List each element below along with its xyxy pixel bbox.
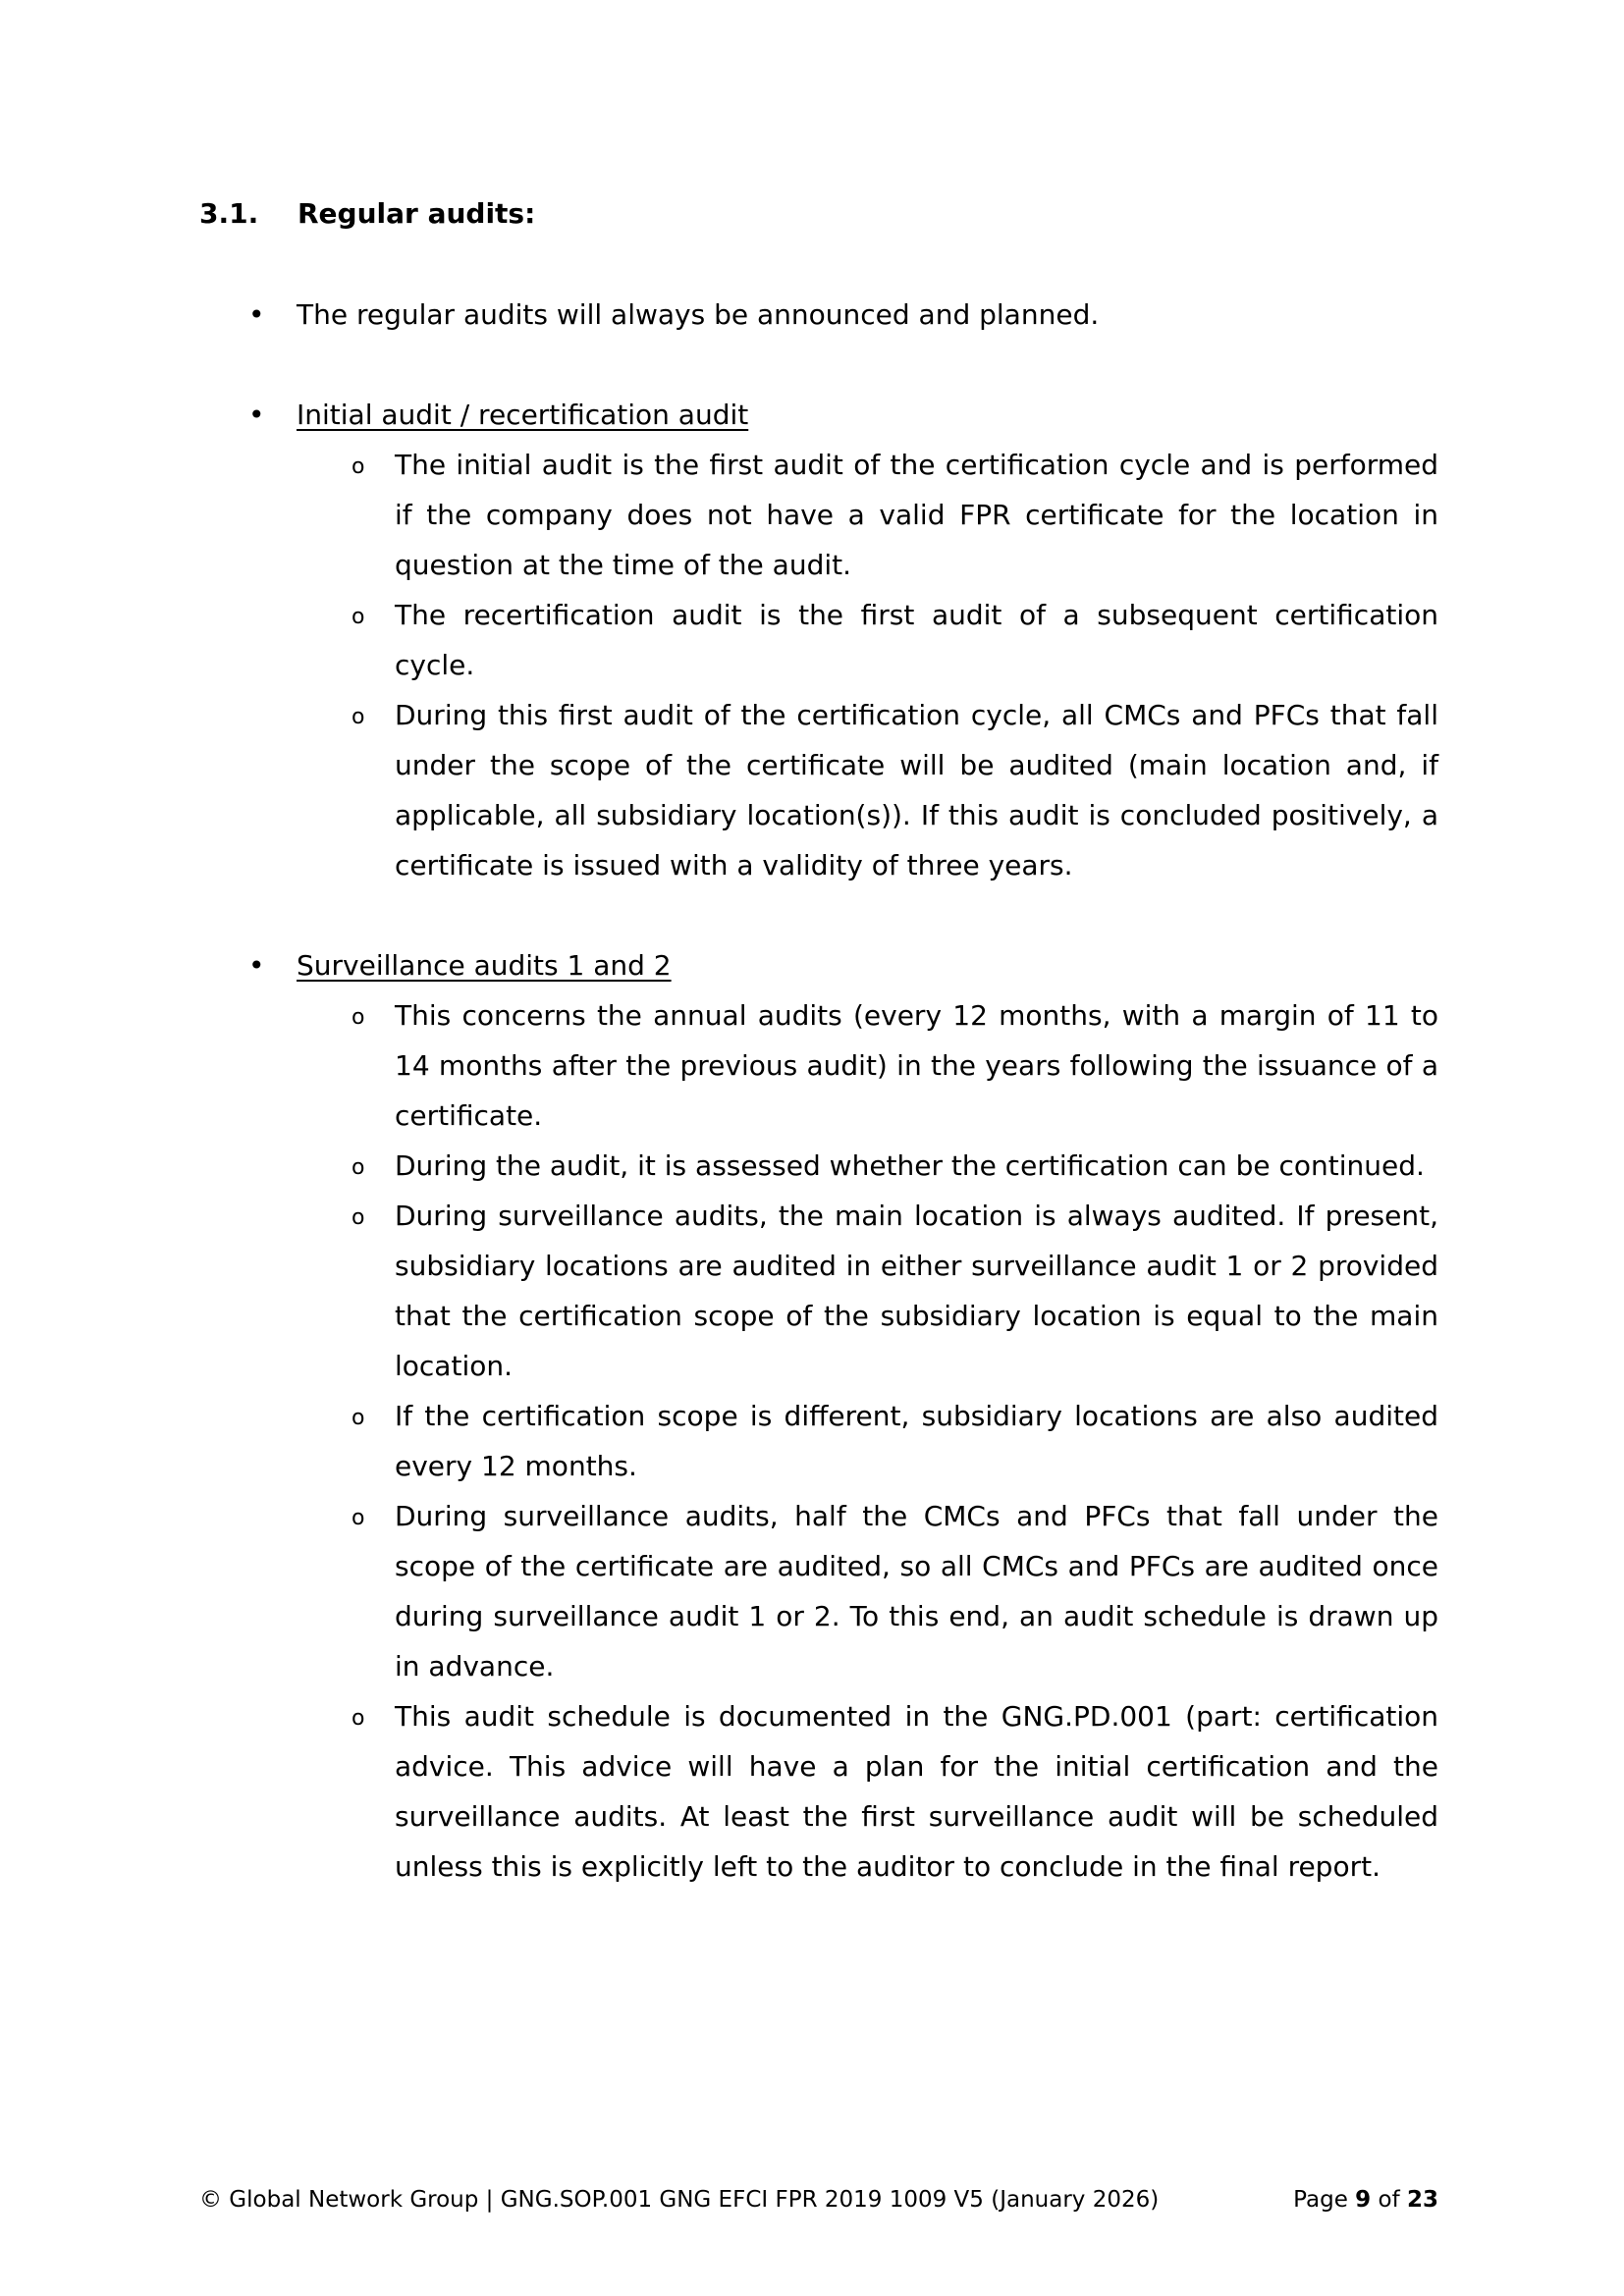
list-item: o The initial audit is the first audit of the certification cycle and is performed if the company does not have a valid FPR certificate for the location in question at the time of the audit. [297,440,1438,590]
section-content [199,290,1438,1942]
list-item: o This concerns the annual audits (every 12 months, with a margin of 11 to 14 months after the previous audit) in the years following the issuance of a certificate. [297,990,1438,1141]
initial-audit-list [297,440,1438,890]
list-item: o If the certification scope is different, subsidiary locations are also audited every 12 months. [297,1391,1438,1491]
page-current: 9 [1355,2187,1372,2213]
bullet-heading-initial-audit: • Initial audit / recertification audit [297,399,749,431]
section-title: Regular audits: [298,197,536,230]
footer-copyright: © Global Network Group | GNG.SOP.001 GNG EFCI FPR 2019 1009 V5 (January 2026) [199,2187,1160,2213]
list-item: o During the audit, it is assessed whether the certification can be continued. [297,1141,1438,1191]
bullet-surveillance-audits [199,940,1438,1892]
bullet-initial-audit [199,390,1438,890]
bullet-text: • The regular audits will always be announced and planned. [297,298,1100,331]
page-label: Page [1293,2187,1348,2213]
bullet-announced [199,290,1438,340]
surveillance-audit-list [297,990,1438,1892]
list-item: o During this first audit of the certification cycle, all CMCs and PFCs that fall under the scope of the certificate will be audited (main location and, if applicable, all subsidiary location(s)). If this audit is concluded positively, a certificate is issued with a validity of three years. [297,690,1438,890]
list-item: o This audit schedule is documented in the GNG.PD.001 (part: certification advice. This advice will have a plan for the initial certification and the surveillance audits. At least the first surveillance audit will be scheduled unless this is explicitly left to the auditor to conclude in the final report. [297,1691,1438,1892]
list-item: o During surveillance audits, the main location is always audited. If present, subsidiary locations are audited in either surveillance audit 1 or 2 provided that the certification scope of the subsidiary location is equal to the main location. [297,1191,1438,1391]
page-footer [199,2187,1438,2213]
section-number: 3.1. [199,197,259,230]
list-item: o During surveillance audits, half the CMCs and PFCs that fall under the scope of the certificate are audited, so all CMCs and PFCs are audited once during surveillance audit 1 or 2. To this end, an audit schedule is drawn up in advance. [297,1491,1438,1691]
page-number [1293,2187,1438,2213]
page-of: of [1378,2187,1400,2213]
section-heading [199,197,535,230]
page-total: 23 [1406,2187,1438,2213]
bullet-heading-surveillance-audits: • Surveillance audits 1 and 2 [297,949,672,982]
list-item: o The recertification audit is the first audit of a subsequent certification cycle. [297,590,1438,690]
